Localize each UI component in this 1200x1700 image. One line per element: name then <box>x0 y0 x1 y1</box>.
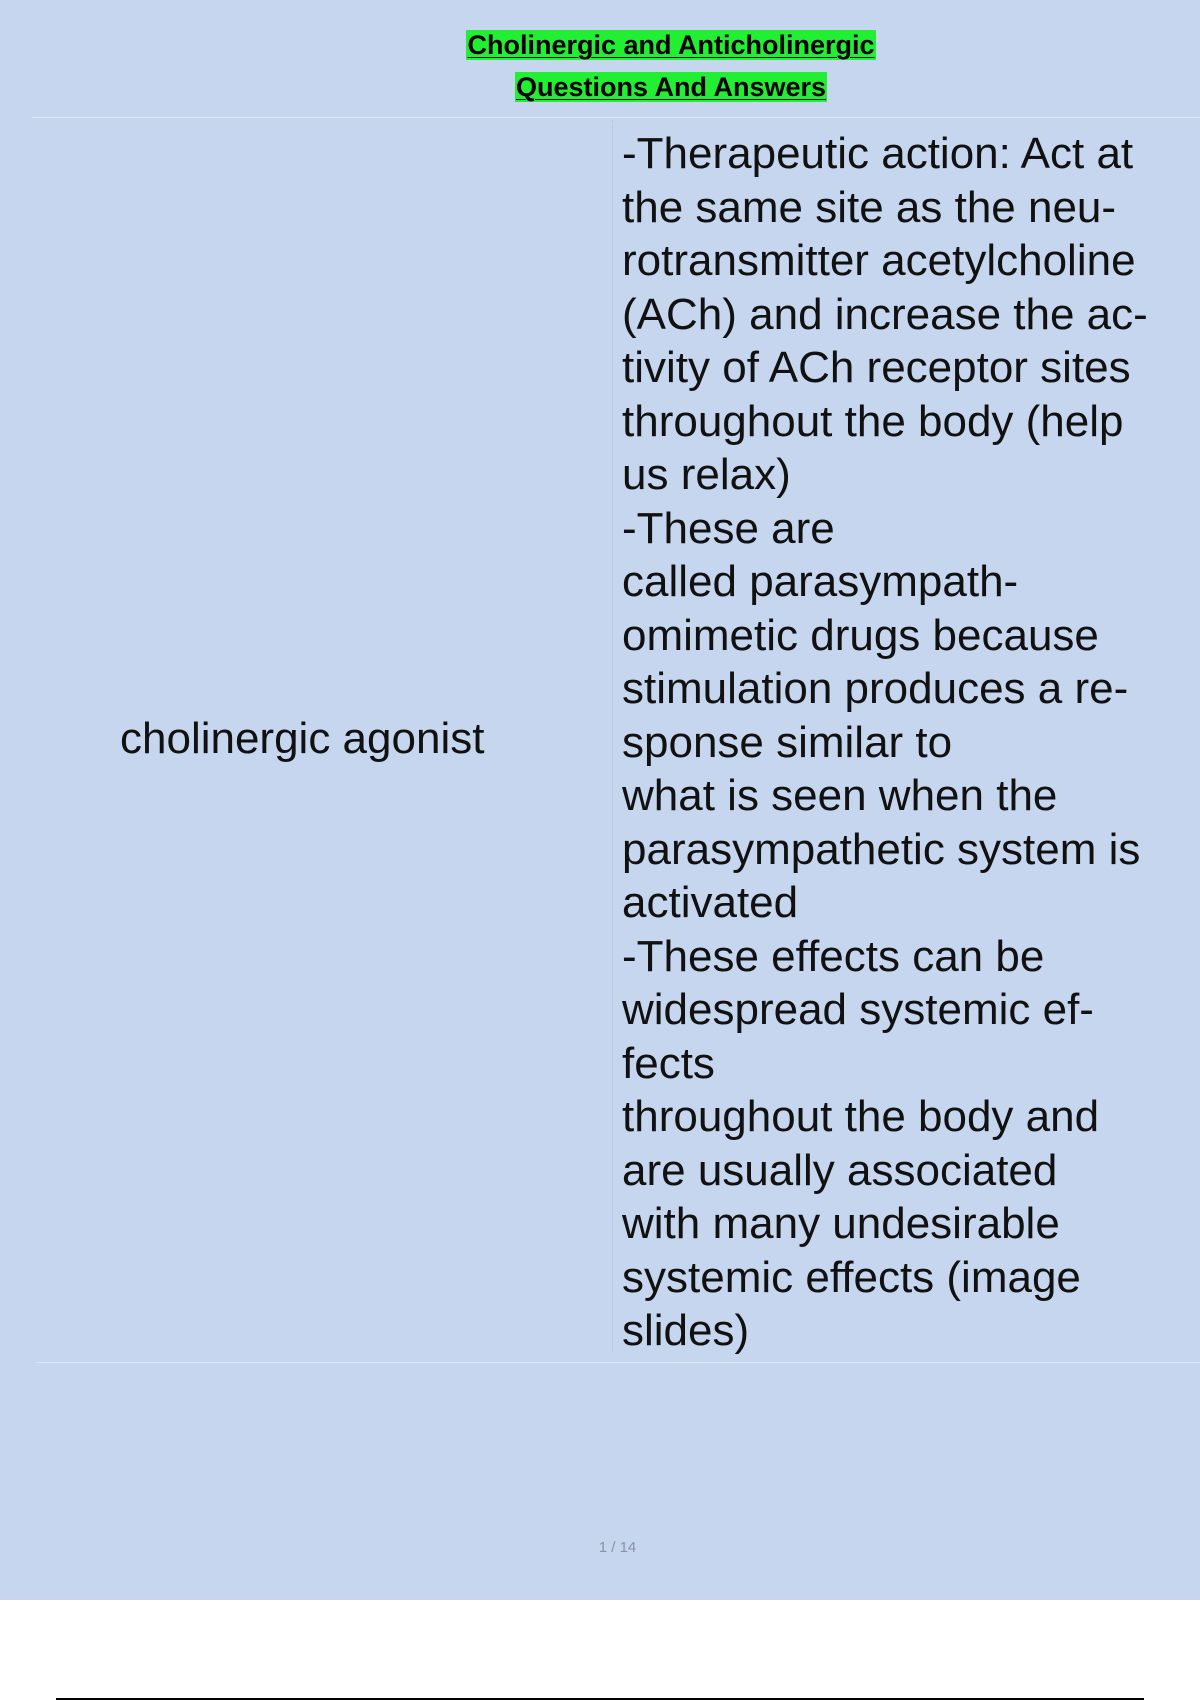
definition-line: are usually associated <box>622 1145 1058 1195</box>
definition-line: us relax) <box>622 450 791 499</box>
definition-line: -These effects can be <box>622 931 1045 981</box>
definition-line: with many undesirable <box>622 1199 1060 1248</box>
definition-line: widespread systemic ef- <box>622 985 1094 1034</box>
definition-line: parasympathetic system is <box>622 824 1141 874</box>
definition-line: rotransmitter acetylcholine <box>622 236 1136 285</box>
term-cell: cholinergic agonist <box>120 714 485 763</box>
definition-line: -These are <box>622 503 835 553</box>
definition-line: what is seen when the <box>622 771 1058 820</box>
definition-line: the same site as the neu- <box>622 182 1117 232</box>
definition-line: tivity of ACh receptor sites <box>622 343 1131 392</box>
definition-line: activated <box>622 878 799 927</box>
document-title <box>0 24 1200 108</box>
definition-line: omimetic drugs because <box>622 610 1099 660</box>
page-number: 1 / 14 <box>598 1539 637 1556</box>
definition-line: (ACh) and increase the ac- <box>622 289 1148 339</box>
definition-line: stimulation produces a re- <box>622 664 1129 713</box>
definition-line: called parasympath- <box>622 557 1019 606</box>
definition-line: slides) <box>622 1306 750 1355</box>
column-divider <box>612 120 613 1352</box>
table-bottom-rule <box>36 1362 1200 1363</box>
title-line-2: Questions And Answers <box>515 72 827 102</box>
definition-line: throughout the body (help <box>622 396 1124 446</box>
definition-line: throughout the body and <box>622 1092 1100 1141</box>
definition-line: systemic effects (image <box>622 1252 1081 1302</box>
definition-line: -Therapeutic action: Act at <box>622 129 1134 178</box>
definition-cell <box>622 127 1200 1358</box>
definition-line: fects <box>622 1038 715 1088</box>
table-top-rule <box>32 117 1200 118</box>
title-line-1: Cholinergic and Anticholinergic <box>467 30 875 60</box>
definition-line: sponse similar to <box>622 717 953 767</box>
